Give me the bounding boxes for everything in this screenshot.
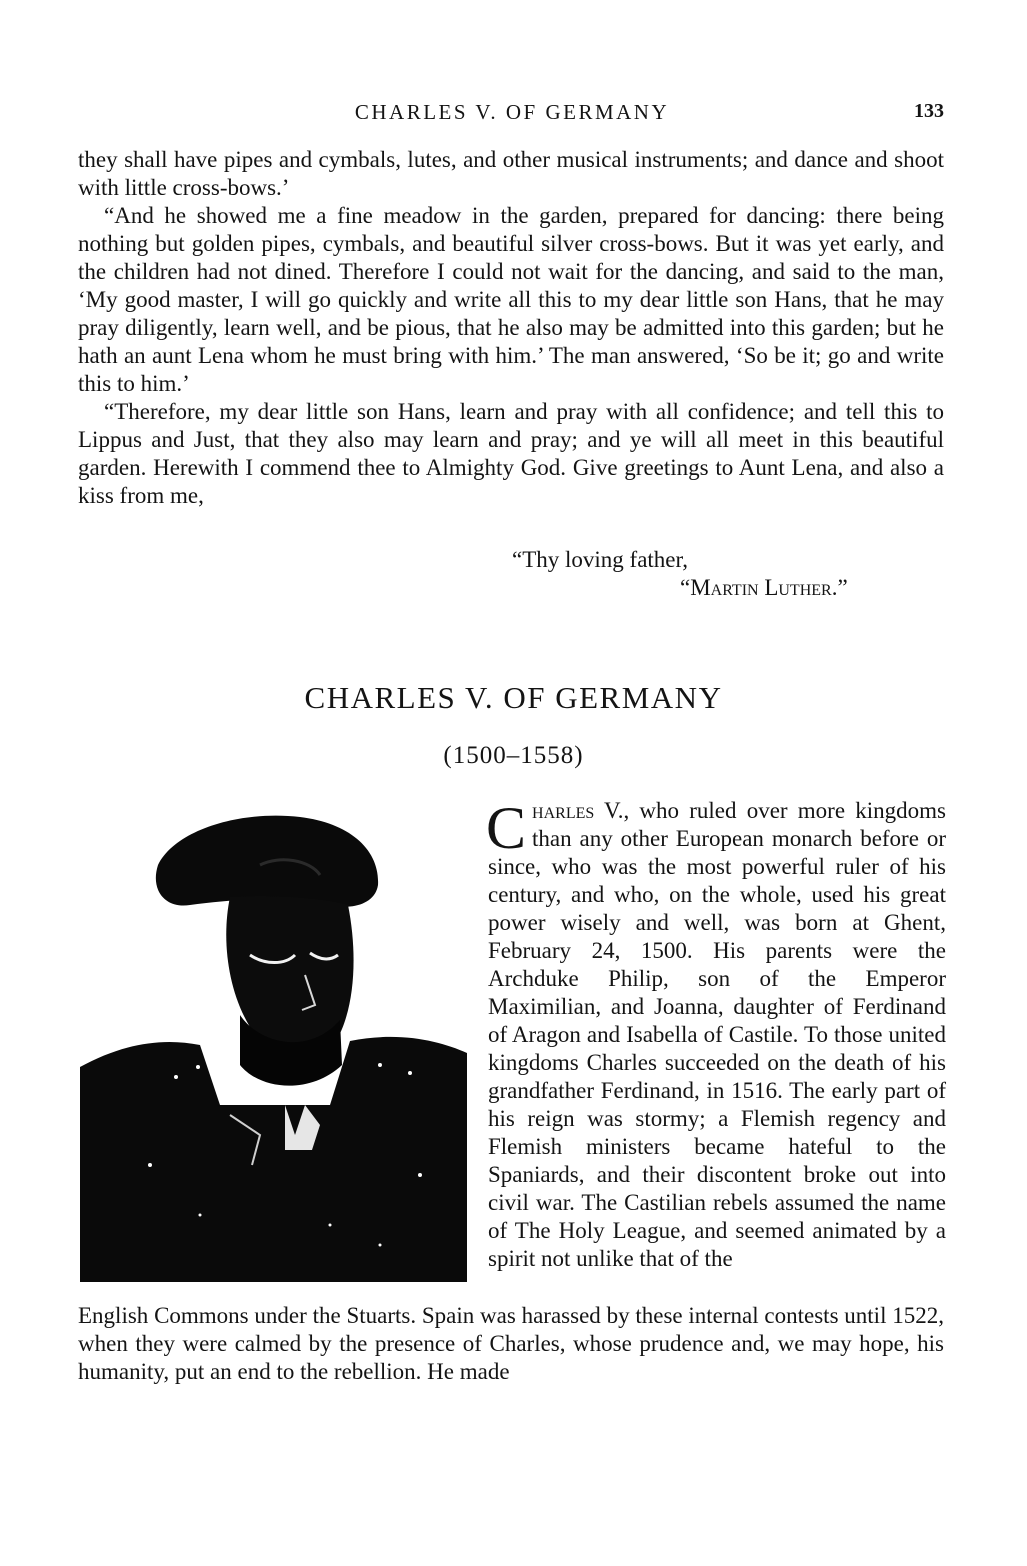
chapter-title: CHARLES V. OF GERMANY [304,680,723,715]
intro-text: who ruled over more kingdoms than any other European monarch before or since, who was the most powerful ruler of his century, and who, on the whole, used his great power wisely and well, was born at Ghent, February 24, 1500. His parents were the Archduke Philip, son of the Emperor Maximilian, and Joanna, daughter of Ferdinand of Aragon and Isabella of Castile. To those united kingdoms Charles succeeded on the death of his grandfather Ferdinand, in 1516. The early part of his reign was stormy; a Flemish regency and Flemish ministers became hateful to the Spaniards, and their discontent broke out into civil war. The Castilian rebels assumed the name of The Holy League, and seemed animated by a spirit not unlike that of the [488,798,946,1271]
letter-text [78,146,944,510]
letter-paragraph-3: “Therefore, my dear little son Hans, learn and pray with all confidence; and tell this to Lippus and Just, that they also may learn and pray; and ye will all meet in this beautiful garden. Herewith I commend thee to Almighty God. Give greetings to Aunt Lena, and also a kiss from me, [78,399,944,508]
letter-paragraph-1: they shall have pipes and cymbals, lutes, and other musical instruments; and dance and shoot with little cross-bows.’ [78,147,944,200]
letter-paragraph-2: “And he showed me a fine meadow in the garden, prepared for dancing: there being nothing but golden pipes, cymbals, and beautiful silver cross-bows. But it was yet early, and the children had not dined. Therefore I could not wait for the dancing, and said to the man, ‘My good master, I will go quickly and write all this to my dear little son Hans, that he may pray diligently, learn well, and be pious, that he also may be admitted into this garden; but he hath an aunt Lena whom he must bring with him.’ The man answered, ‘So be it; go and write this to him.’ [78,203,944,396]
chapter-continued-text: English Commons under the Stuarts. Spain was harassed by these internal contests until 1522, when they were calmed by the presence of Charles, whose prudence and, we may hope, his humanity, put an end to the rebellion. He made [78,1303,944,1384]
page-number: 133 [914,100,944,122]
drop-cap: C [486,795,527,861]
letter-signature: “Martin Luther.” [680,575,848,600]
letter-closing: “Thy loving father, [512,547,688,572]
chapter-dates: (1500–1558) [443,742,584,769]
lead-in: harles V., [532,798,630,823]
portrait-illustration [80,805,467,1282]
running-head [78,96,946,130]
chapter-intro [488,797,946,1273]
running-title: CHARLES V. OF GERMANY [354,100,670,124]
